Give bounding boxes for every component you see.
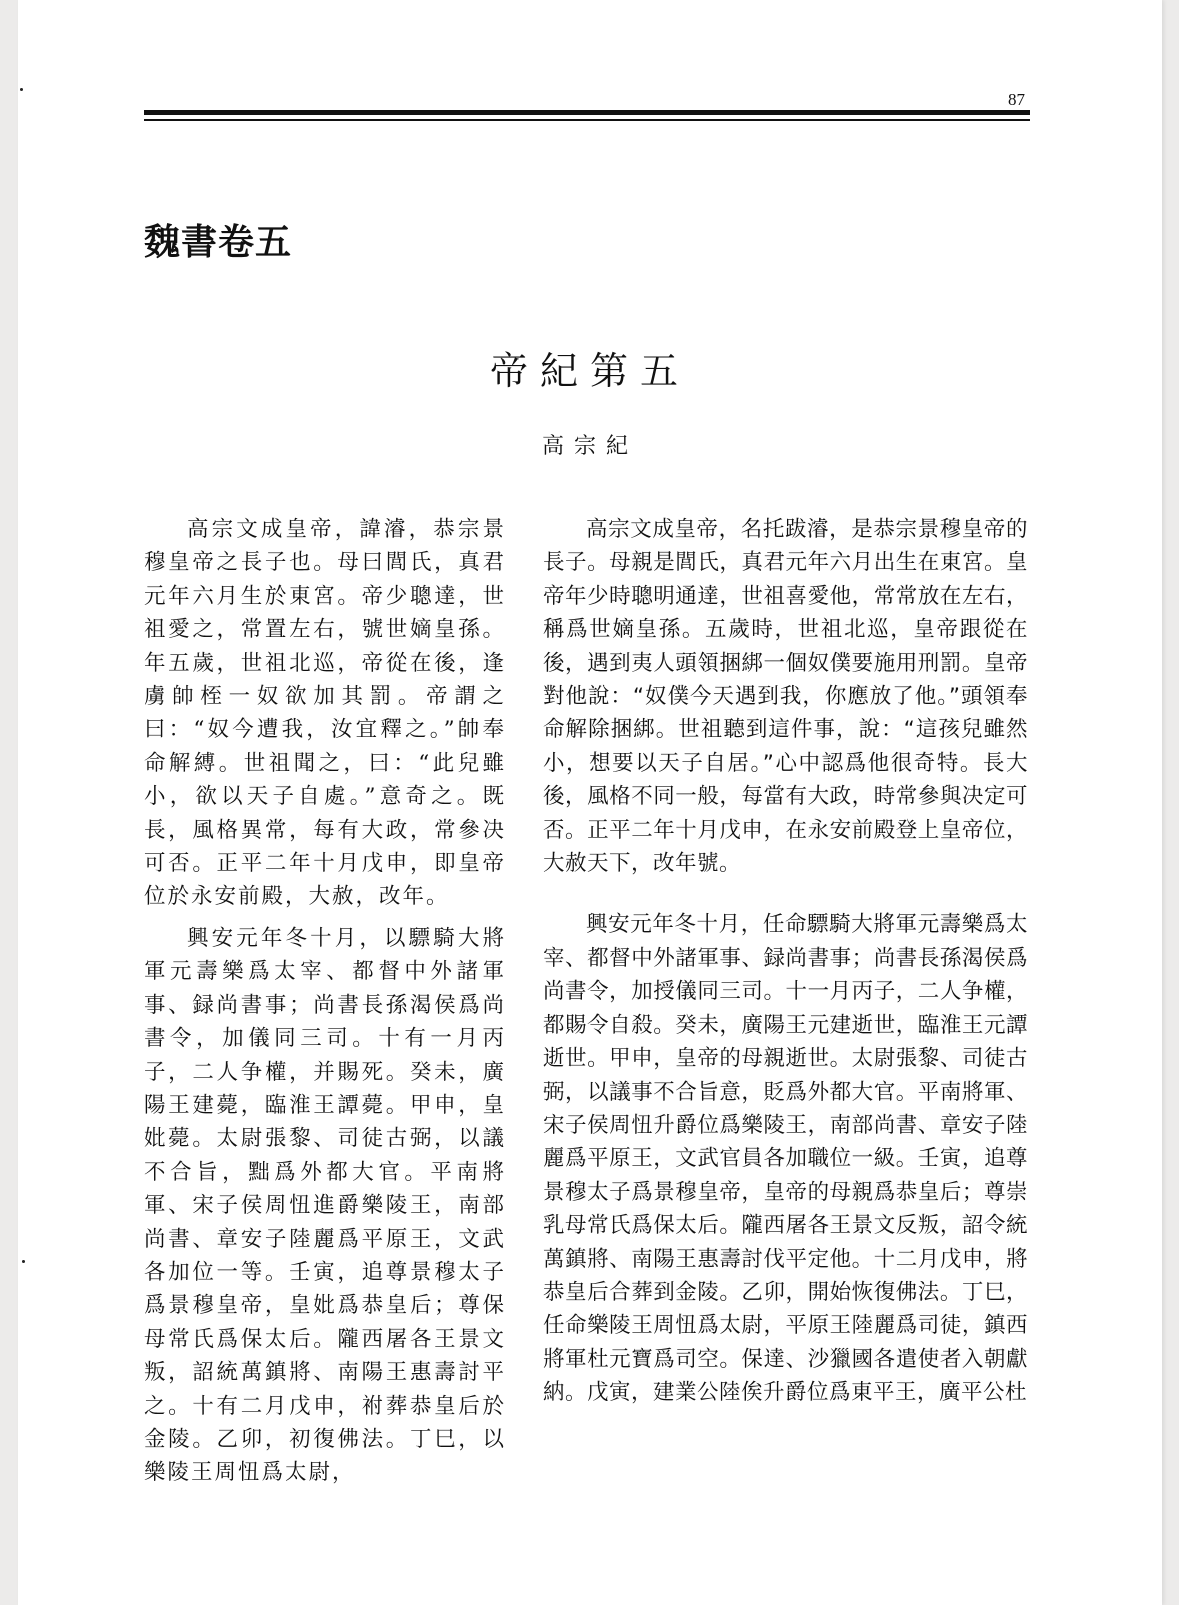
translation-paragraph: 興安元年冬十月，任命驃騎大將軍元壽樂爲太宰、都督中外諸軍事、録尚書事；尚書長孫渴侯爲尚書令，加授儀同三司。十一月丙子，二人争權，都賜令自殺。癸未，廣陽王元建逝世，臨淮王元譚逝世。甲申，皇帝的母親逝世。太尉張黎、司徒古弼，以議事不合旨意，貶爲外都大官。平南將軍、宋子侯周忸升爵位爲樂陵王，南部尚書、章安子陸麗爲平原王，文武官員各加職位一級。壬寅，追尊景穆太子爲景穆皇帝，皇帝的母親爲恭皇后；尊崇乳母常氏爲保太后。隴西屠各王景文反叛，詔令統萬鎮將、南陽王惠壽討伐平定他。十二月戊申，將恭皇后合葬到金陵。乙卯，開始恢復佛法。丁巳，任命樂陵王周忸爲太尉，平原王陸麗爲司徒，鎮西將軍杜元寶爲司空。保達、沙獵國各遣使者入朝獻納。戊寅，建業公陸俟升爵位爲東平王，廣平公杜 xyxy=(543,912,1028,1406)
scan-speck xyxy=(20,88,23,91)
header-rule-thick xyxy=(144,110,1030,115)
page-number: 87 xyxy=(1008,90,1025,109)
translation-paragraph: 高宗文成皇帝，名托跋濬，是恭宗景穆皇帝的長子。母親是閭氏，真君元年六月出生在東宮。皇帝年少時聰明通達，世祖喜愛他，常常放在左右，稱爲世嫡皇孫。五歲時，世祖北巡，皇帝跟從在後，遇到夷人頭領捆綁一個奴僕要施用刑罰。皇帝對他說：“奴僕今天遇到我，你應放了他。”頭領奉命解除捆綁。世祖聽到這件事，說：“這孩兒雖然小，想要以天子自居。”心中認爲他很奇特。長大後，風格不同一般，每當有大政，時常參與决定可否。正平二年十月戊申，在永安前殿登上皇帝位，大赦天下，改年號。 xyxy=(543,517,1028,877)
translation-column xyxy=(543,513,1028,1410)
scan-speck xyxy=(22,1260,25,1263)
classical-text-column xyxy=(144,513,506,1490)
chapter-title: 帝紀第五 xyxy=(489,349,690,393)
document-page xyxy=(18,0,1162,1605)
book-title: 魏書卷五 xyxy=(144,222,293,263)
classical-paragraph: 高宗文成皇帝，諱濬，恭宗景穆皇帝之長子也。母曰閭氏，真君元年六月生於東宮。帝少聰達，世祖愛之，常置左右，號世嫡皇孫。年五歲，世祖北巡，帝從在後，逢虜帥桎一奴欲加其罰。帝謂之曰：“奴今遭我，汝宜釋之。”帥奉命解縛。世祖聞之，曰：“此兒雖小，欲以天子自處。”意奇之。既長，風格異常，每有大政，常參决可否。正平二年十月戊申，即皇帝位於永安前殿，大赦，改年。 xyxy=(144,517,506,910)
classical-paragraph: 興安元年冬十月，以驃騎大將軍元壽樂爲太宰、都督中外諸軍事、録尚書事；尚書長孫渴侯爲尚書令，加儀同三司。十有一月丙子，二人争權，并賜死。癸未，廣陽王建薨，臨淮王譚薨。甲申，皇妣薨。太尉張黎、司徒古弼，以議不合旨，黜爲外都大官。平南將軍、宋子侯周忸進爵樂陵王，南部尚書、章安子陸麗爲平原王，文武各加位一等。壬寅，追尊景穆太子爲景穆皇帝，皇妣爲恭皇后；尊保母常氏爲保太后。隴西屠各王景文叛，詔統萬鎮將、南陽王惠壽討平之。十有二月戊申，祔葬恭皇后於金陵。乙卯，初復佛法。丁巳，以樂陵王周忸爲太尉， xyxy=(144,925,506,1486)
section-title: 高宗紀 xyxy=(541,434,638,459)
header-rule-thin xyxy=(144,119,1030,121)
